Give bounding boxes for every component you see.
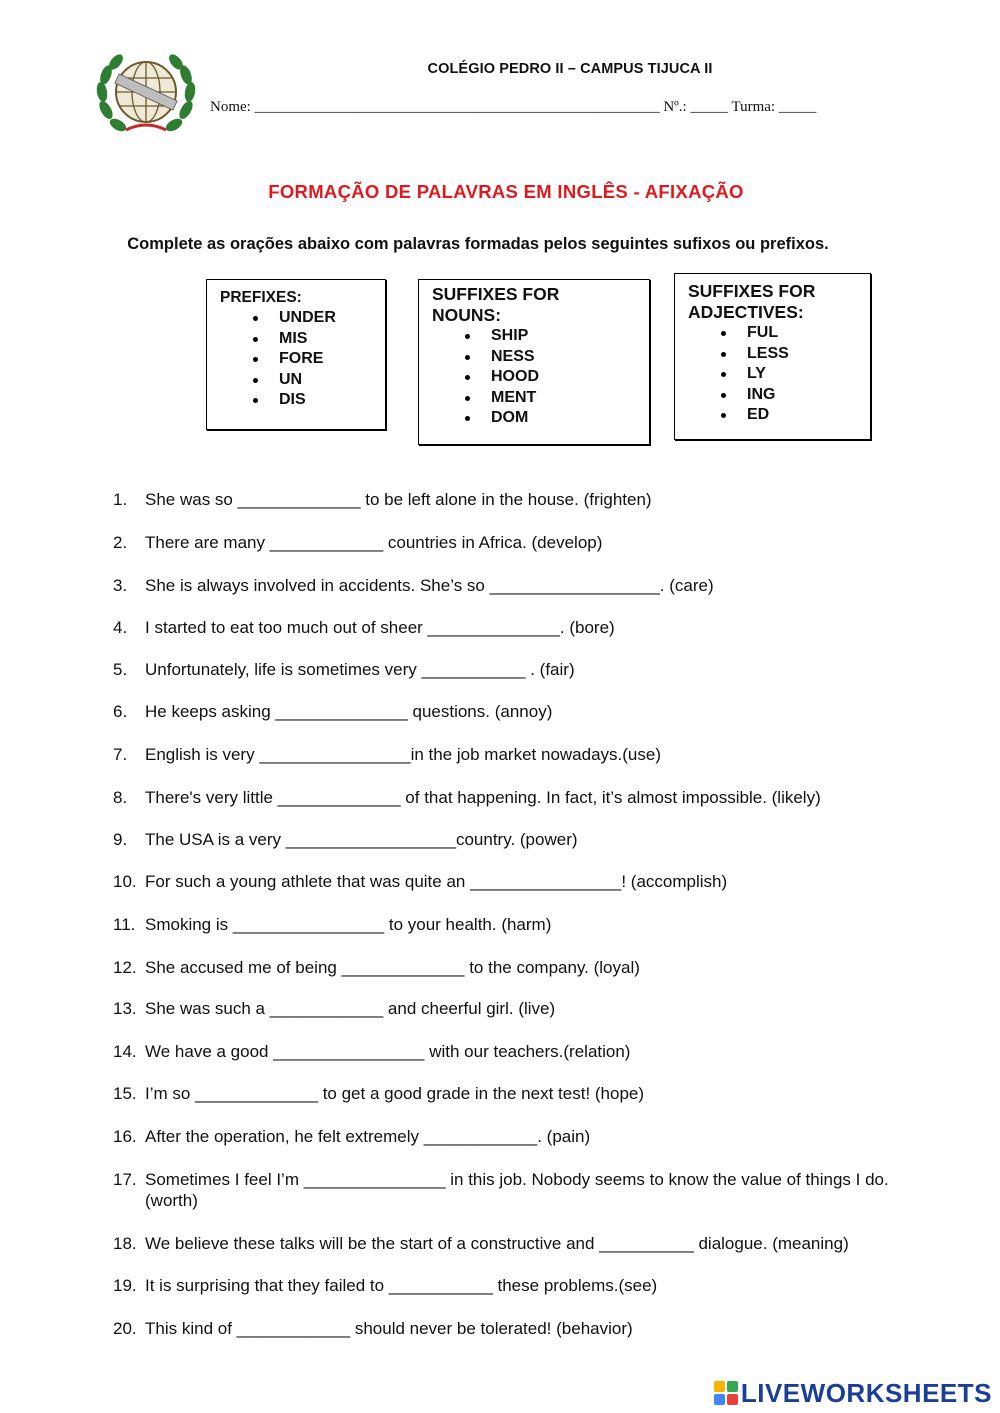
question-text: I’m so _____________ to get a good grade in the next test! (hope): [145, 1084, 645, 1103]
question-item: [113, 871, 943, 892]
worksheet-title: FORMAÇÃO DE PALAVRAS EM INGLÊS - AFIXAÇÃO: [268, 181, 744, 202]
list-item: NESS: [432, 347, 649, 368]
question-item: [113, 1126, 943, 1147]
question-number: 16.: [113, 1127, 137, 1146]
question-number: 7.: [113, 745, 128, 764]
question-text: He keeps asking ______________ questions. (annoy): [145, 702, 553, 721]
question-number: 3.: [113, 576, 128, 595]
question-item: [113, 914, 943, 935]
question-number: 5.: [113, 660, 128, 679]
question-number: 4.: [113, 618, 128, 637]
question-text: It is surprising that they failed to ___________ these problems.(see): [145, 1276, 658, 1295]
question-item: [113, 1318, 943, 1339]
question-item: [113, 1041, 943, 1062]
list-item: HOOD: [432, 367, 649, 388]
school-name: COLÉGIO PEDRO II – CAMPUS TIJUCA II: [427, 61, 713, 77]
box-heading: PREFIXES:: [220, 289, 302, 306]
question-item: [113, 957, 943, 978]
question-number: 1.: [113, 490, 128, 509]
list-item: ED: [688, 405, 870, 426]
question-text: We believe these talks will be the start of a constructive and __________ dialogue. (meaning): [145, 1234, 849, 1253]
question-number: 20.: [113, 1319, 137, 1338]
liveworksheets-logo-icon: [714, 1381, 738, 1405]
instructions: Complete as orações abaixo com palavras formadas pelos seguintes sufixos ou prefixos.: [127, 235, 829, 253]
list-item: SHIP: [432, 326, 649, 347]
question-text: This kind of ____________ should never be tolerated! (behavior): [145, 1319, 633, 1338]
question-number: 6.: [113, 702, 128, 721]
list-item: MIS: [220, 329, 385, 350]
question-item: [113, 1083, 943, 1104]
question-item: [113, 787, 943, 808]
question-number: 9.: [113, 830, 128, 849]
question-number: 12.: [113, 958, 137, 977]
question-text: After the operation, he felt extremely ____________. (pain): [145, 1127, 591, 1146]
list-item: UN: [220, 370, 385, 391]
question-number: 14.: [113, 1042, 137, 1061]
question-item: [113, 829, 943, 850]
question-item: [113, 1169, 943, 1211]
question-item: [113, 1275, 943, 1296]
question-number: 17.: [113, 1170, 137, 1189]
question-text: There are many ____________ countries in Africa. (develop): [145, 533, 603, 552]
question-item: [113, 1233, 943, 1254]
watermark-text: LIVEWORKSHEETS: [740, 1377, 992, 1408]
question-item: [113, 489, 943, 510]
question-text: We have a good ________________ with our teachers.(relation): [145, 1042, 631, 1061]
list-item: UNDER: [220, 308, 385, 329]
list-item: MENT: [432, 388, 649, 409]
question-text: She was such a ____________ and cheerful girl. (live): [145, 999, 556, 1018]
liveworksheets-watermark: [714, 1378, 992, 1408]
list-item: FORE: [220, 349, 385, 370]
question-number: 10.: [113, 872, 137, 891]
question-number: 18.: [113, 1234, 137, 1253]
question-text: There's very little _____________ of that happening. In fact, it’s almost impossible. (likely): [145, 788, 821, 807]
question-number: 15.: [113, 1084, 137, 1103]
question-text: I started to eat too much out of sheer ______________. (bore): [145, 618, 615, 637]
question-text: For such a young athlete that was quite an ________________! (accomplish): [145, 872, 728, 891]
box-heading: NOUNS:: [432, 305, 502, 325]
list-item: LESS: [688, 344, 870, 365]
question-text: Sometimes I feel I’m _______________ in this job. Nobody seems to know the value of things I do. (worth): [145, 1170, 889, 1210]
question-item: [113, 701, 943, 722]
list-item: DOM: [432, 408, 649, 429]
question-item: [113, 617, 943, 638]
question-text: English is very ________________in the job market nowadays.(use): [145, 745, 661, 764]
question-text: She accused me of being _____________ to the company. (loyal): [145, 958, 640, 977]
question-item: [113, 659, 943, 680]
box-heading: ADJECTIVES:: [688, 302, 804, 322]
question-number: 19.: [113, 1276, 137, 1295]
question-item: [113, 532, 943, 553]
list-item: ING: [688, 385, 870, 406]
box-heading: SUFFIXES FOR: [688, 281, 816, 301]
question-item: [113, 998, 943, 1019]
box-heading: SUFFIXES FOR: [432, 284, 560, 304]
list-item: DIS: [220, 390, 385, 411]
student-info-line: Nome: ______________________________________________________ Nº.: _____ Turma: _____: [210, 99, 817, 115]
question-text: Smoking is ________________ to your health. (harm): [145, 915, 552, 934]
question-item: [113, 744, 943, 765]
question-number: 2.: [113, 533, 128, 552]
question-item: [113, 575, 943, 596]
list-item: FUL: [688, 323, 870, 344]
question-text: The USA is a very __________________country. (power): [145, 830, 578, 849]
question-number: 11.: [113, 915, 136, 934]
question-number: 13.: [113, 999, 137, 1018]
question-text: She was so _____________ to be left alone in the house. (frighten): [145, 490, 652, 509]
question-number: 8.: [113, 788, 128, 807]
list-item: LY: [688, 364, 870, 385]
question-text: Unfortunately, life is sometimes very ___________ . (fair): [145, 660, 575, 679]
question-text: She is always involved in accidents. She’s so __________________. (care): [145, 576, 714, 595]
